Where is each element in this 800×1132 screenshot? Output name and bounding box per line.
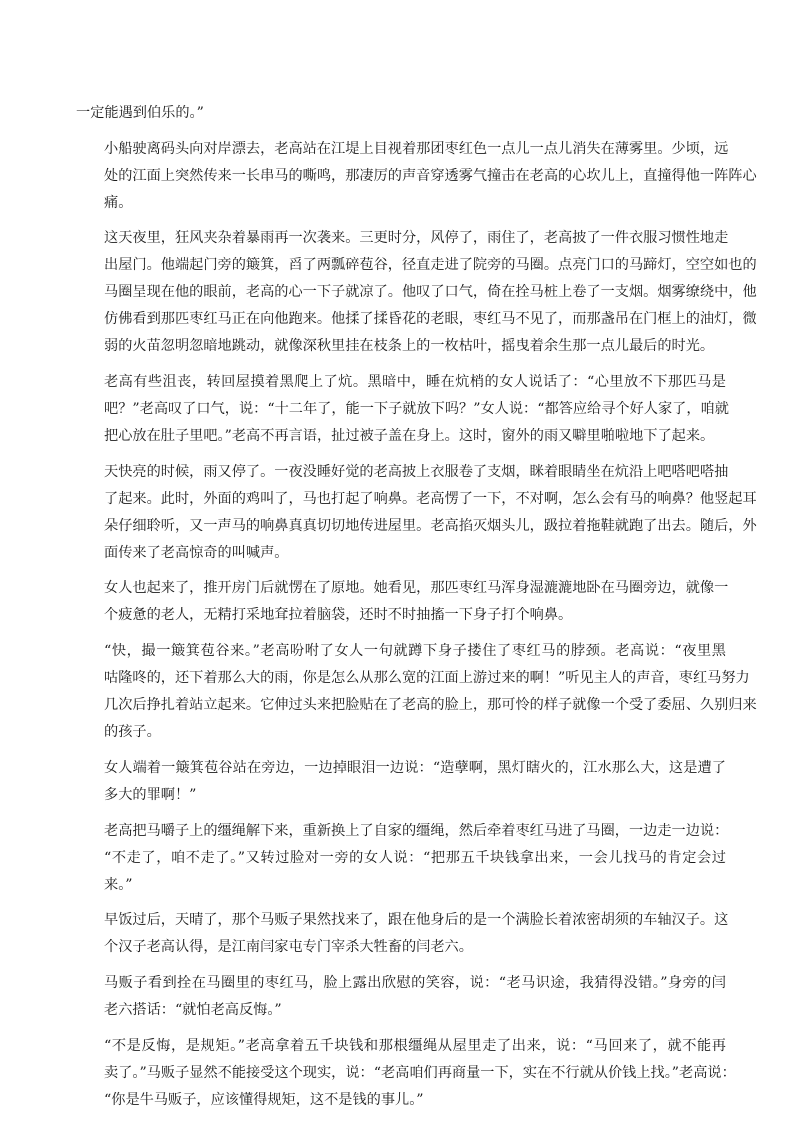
paragraph — [76, 638, 757, 746]
text-line: 马圈呈现在他的眼前，老高的心一下子就凉了。他叹了口气，倚在拴马桩上卷了一支烟。烟雾缭绕中，他 — [104, 284, 757, 301]
text-line: 个疲惫的老人，无精打采地耷拉着脑袋，还时不时抽搐一下身子打个响鼻。 — [104, 607, 573, 624]
text-line: 处的江面上突然传来一长串马的嘶鸣，那凄厉的声音穿透雾气撞击在老高的心坎儿上，直撞得他一阵阵心 — [104, 167, 757, 184]
text-line: 老高把马嚼子上的缰绳解下来，重新换上了自家的缰绳，然后牵着枣红马进了马圈，一边走一边说： — [104, 822, 729, 839]
text-line: 一定能遇到伯乐的。” — [76, 105, 204, 121]
article-body — [76, 100, 757, 1122]
text-line: 了起来。此时，外面的鸡叫了，马也打起了响鼻。老高愣了一下，不对啊，怎么会有马的响鼻？他竖起耳 — [104, 490, 757, 507]
text-line: 出屋门。他端起门旁的簸箕，舀了两瓢碎苞谷，径直走进了院旁的马圈。点亮门口的马蹄灯，空空如也的 — [104, 257, 757, 274]
text-line: 早饭过后，天晴了，那个马贩子果然找来了，跟在他身后的是一个满脸长着浓密胡须的车轴汉子。这 — [104, 912, 729, 929]
paragraph — [76, 575, 729, 629]
text-line: 女人也起来了，推开房门后就愣在了原地。她看见，那匹枣红马浑身湿漉漉地卧在马圈旁边，就像一 — [104, 580, 729, 597]
text-line: 老高有些沮丧，转回屋摸着黑爬上了炕。黑暗中，睡在炕梢的女人说话了：“心里放不下那匹马是 — [104, 374, 726, 391]
paragraph — [76, 136, 757, 217]
text-line: 小船驶离码头向对岸漂去，老高站在江堤上目视着那团枣红色一点儿一点儿消失在薄雾里。少顷，远 — [104, 140, 729, 157]
paragraph — [76, 970, 726, 1024]
text-line: 仿佛看到那匹枣红马正在向他跑来。他揉了揉昏花的老眼，枣红马不见了，而那盏吊在门框上的油灯，微 — [104, 311, 757, 328]
text-line: 多大的罪啊！” — [104, 786, 197, 803]
text-line: 来。” — [104, 876, 133, 893]
text-line: 把心放在肚子里吧。”老高不再言语，扯过被子盖在身上。这时，窗外的雨又噼里啪啦地下了起来。 — [104, 428, 715, 445]
text-line: “快，撮一簸箕苞谷来。”老高吩咐了女人一句就蹲下身子搂住了枣红马的脖颈。老高说：“夜里黑 — [104, 643, 726, 660]
text-line: 弱的火苗忽明忽暗地跳动，就像深秋里挂在枝条上的一枚枯叶，摇曳着余生那一点儿最后的时光。 — [104, 338, 715, 355]
text-line: 痛。 — [104, 194, 133, 211]
text-line: 咕隆咚的，还下着那么大的雨，你是怎么从那么宽的江面上游过来的啊！”听见主人的声音，枣红马努力 — [104, 670, 750, 687]
paragraph — [76, 225, 757, 360]
text-line: “你是牛马贩子，应该懂得规矩，这不是钱的事儿。” — [104, 1091, 424, 1108]
text-line: 朵仔细聆听，又一声马的响鼻真真切切地传进屋里。老高掐灭烟头儿，趿拉着拖鞋就跑了出去。随后，外 — [104, 517, 757, 534]
text-line: 老六搭话：“就怕老高反悔。” — [104, 1001, 282, 1018]
text-line: 卖了。”马贩子显然不能接受这个现实，说：“老高咱们再商量一下，实在不行就从价钱上找。”老高说： — [104, 1064, 736, 1081]
paragraph — [76, 459, 757, 567]
paragraph — [76, 907, 729, 961]
paragraph — [76, 818, 729, 899]
paragraph — [76, 1033, 736, 1114]
text-line: 吧？”老高叹了口气，说：“十二年了，能一下子就放下吗？”女人说：“都答应给寻个好人家了，咱就 — [104, 401, 729, 418]
paragraph — [76, 369, 729, 450]
text-line: 女人端着一簸箕苞谷站在旁边，一边掉眼泪一边说：“造孽啊，黑灯瞎火的，江水那么大，这是遭了 — [104, 759, 726, 776]
text-line: 个汉子老高认得，是江南闫家屯专门宰杀大牲畜的闫老六。 — [104, 939, 473, 956]
text-line: 面传来了老高惊奇的叫喊声。 — [104, 544, 289, 561]
text-line: 天快亮的时候，雨又停了。一夜没睡好觉的老高披上衣服卷了支烟，眯着眼睛坐在炕沿上吧嗒吧嗒抽 — [104, 463, 729, 480]
text-line: 几次后挣扎着站立起来。它伸过头来把脸贴在了老高的脸上，那可怜的样子就像一个受了委屈、久别归来 — [104, 697, 757, 714]
paragraph — [76, 755, 726, 809]
text-line: “不走了，咱不走了。”又转过脸对一旁的女人说：“把那五千块钱拿出来，一会儿找马的肯定会过 — [104, 849, 726, 866]
text-line: 的孩子。 — [104, 724, 161, 741]
text-line: 这天夜里，狂风夹杂着暴雨再一次袭来。三更时分，风停了，雨住了，老高披了一件衣服习惯性地走 — [104, 230, 729, 247]
paragraph — [76, 100, 726, 127]
text-line: “不是反悔，是规矩。”老高拿着五千块钱和那根缰绳从屋里走了出来，说：“马回来了，就不能再 — [104, 1037, 726, 1054]
text-line: 马贩子看到拴在马圈里的枣红马，脸上露出欣慰的笑容，说：“老马识途，我猜得没错。”身旁的闫 — [104, 974, 726, 991]
